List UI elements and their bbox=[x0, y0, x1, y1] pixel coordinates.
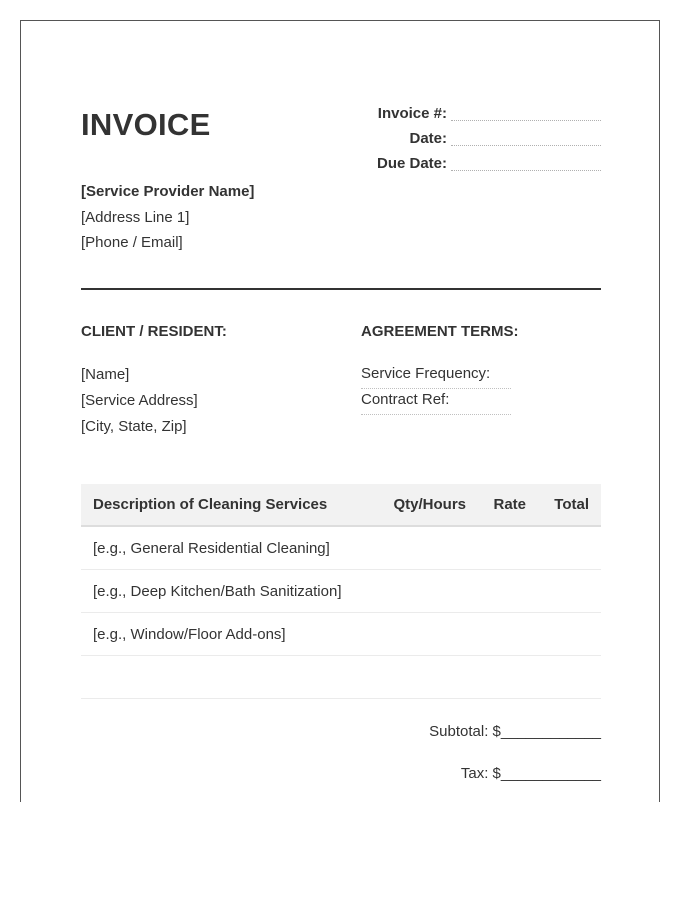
invoice-number-field[interactable] bbox=[451, 106, 601, 121]
service-total[interactable] bbox=[526, 656, 601, 699]
client-block bbox=[81, 362, 198, 440]
invoice-title: INVOICE bbox=[81, 107, 211, 142]
subtotal-line[interactable]: Subtotal: $____________ bbox=[429, 723, 601, 740]
client-address: [Service Address] bbox=[81, 392, 198, 409]
terms-block bbox=[361, 363, 511, 415]
contract-ref-field[interactable]: Contract Ref: bbox=[361, 389, 511, 415]
invoice-number-label: Invoice #: bbox=[377, 105, 447, 122]
column-header-qty: Qty/Hours bbox=[376, 484, 466, 526]
service-qty[interactable] bbox=[376, 613, 466, 656]
due-date-label: Due Date: bbox=[376, 155, 447, 172]
service-rate[interactable] bbox=[466, 656, 526, 699]
invoice-page bbox=[20, 20, 660, 802]
client-heading: CLIENT / RESIDENT: bbox=[81, 323, 227, 340]
service-qty[interactable] bbox=[376, 570, 466, 613]
client-name: [Name] bbox=[81, 366, 130, 383]
services-table bbox=[81, 484, 601, 699]
service-description[interactable] bbox=[81, 656, 376, 699]
provider-contact: [Phone / Email] bbox=[81, 234, 183, 251]
service-qty[interactable] bbox=[376, 526, 466, 570]
service-total[interactable] bbox=[526, 526, 601, 570]
invoice-number-row bbox=[321, 99, 601, 124]
service-rate[interactable] bbox=[466, 613, 526, 656]
service-description[interactable]: [e.g., Window/Floor Add-ons] bbox=[81, 613, 376, 656]
due-date-row bbox=[321, 149, 601, 174]
provider-name: [Service Provider Name] bbox=[81, 183, 255, 200]
column-header-description: Description of Cleaning Services bbox=[81, 484, 376, 526]
service-rate[interactable] bbox=[466, 570, 526, 613]
table-row bbox=[81, 613, 601, 656]
service-rate[interactable] bbox=[466, 526, 526, 570]
service-frequency-field[interactable]: Service Frequency: bbox=[361, 363, 511, 389]
service-description[interactable]: [e.g., Deep Kitchen/Bath Sanitization] bbox=[81, 570, 376, 613]
provider-block bbox=[81, 179, 254, 256]
invoice-date-field[interactable] bbox=[451, 131, 601, 146]
table-row bbox=[81, 656, 601, 699]
terms-heading: AGREEMENT TERMS: bbox=[361, 323, 519, 340]
client-city: [City, State, Zip] bbox=[81, 418, 187, 435]
invoice-date-label: Date: bbox=[409, 130, 447, 147]
column-header-rate: Rate bbox=[466, 484, 526, 526]
header-divider bbox=[81, 288, 601, 290]
due-date-field[interactable] bbox=[451, 156, 601, 171]
table-row bbox=[81, 526, 601, 570]
provider-address: [Address Line 1] bbox=[81, 208, 190, 226]
service-total[interactable] bbox=[526, 613, 601, 656]
invoice-meta bbox=[321, 99, 601, 174]
table-row bbox=[81, 570, 601, 613]
tax-line[interactable]: Tax: $____________ bbox=[460, 765, 601, 782]
column-header-total: Total bbox=[526, 484, 601, 526]
table-header-row bbox=[81, 484, 601, 526]
invoice-date-row bbox=[321, 124, 601, 149]
service-description[interactable]: [e.g., General Residential Cleaning] bbox=[81, 526, 376, 570]
service-total[interactable] bbox=[526, 570, 601, 613]
service-qty[interactable] bbox=[376, 656, 466, 699]
